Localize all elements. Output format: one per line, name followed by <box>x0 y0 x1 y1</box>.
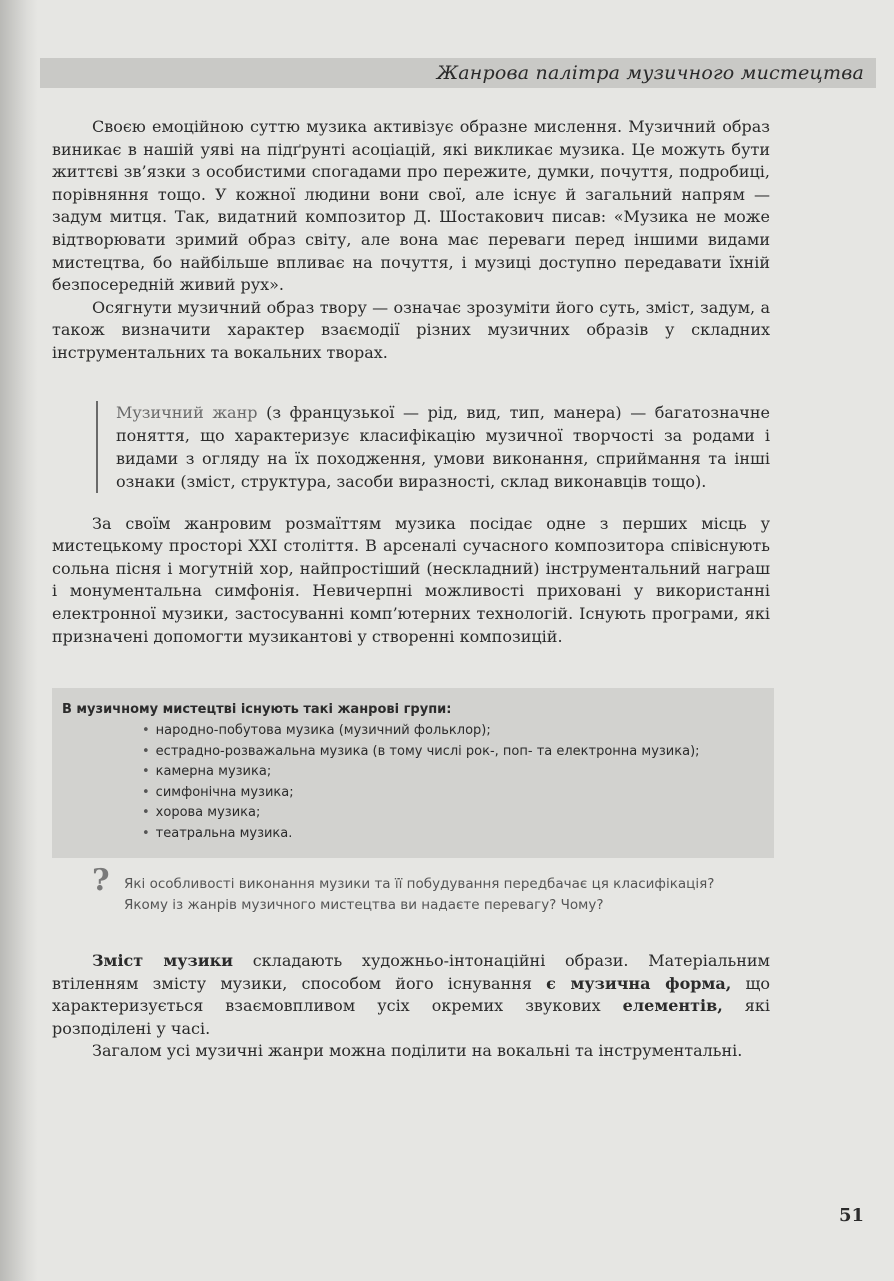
page-number: 51 <box>838 1205 864 1226</box>
question-1: Які особливості виконання музики та її побудування передбачає ця класифікація? <box>124 876 715 893</box>
genre-groups-box <box>52 688 774 858</box>
form-section <box>52 950 770 1063</box>
chapter-title: Жанрова палітра музичного мистецтва <box>436 62 864 84</box>
question-2: Якому із жанрів музичного мистецтва ви надаєте перевагу? Чому? <box>124 897 604 914</box>
bold-term-form: є музична форма, <box>546 973 732 993</box>
form-text-1: складають художньо-інтонаційні образи. Матеріальним втіленням змісту музики, способом його існування <box>52 951 771 993</box>
list-item: • театральна музика. <box>142 824 762 845</box>
list-item: • симфонічна музика; <box>142 783 762 804</box>
page-content <box>52 116 770 1063</box>
genres-paragraph: За своїм жанровим розмаїттям музика посідає одне з перших місць у мистецькому просторі XXI століття. В арсеналі сучасного композитора співіснують сольна пісня і могутній хор, найпростіший (нескладний) інструментальний награш і монументальна симфонія. Невичерпні можливості приховані у використанні електронної музики, застосуванні комп’ютерних технологій. Існують програми, які призначені допомогти музикантові у створенні композицій. <box>52 513 770 646</box>
form-paragraph-1 <box>52 950 770 1040</box>
bold-term-content: Зміст музики <box>92 951 233 971</box>
list-item: • естрадно-розважальна музика (в тому числі рок-, поп- та електронна музика); <box>142 742 762 763</box>
form-text-3: які розподілені у часі. <box>52 996 770 1038</box>
binding-shadow <box>0 0 38 1281</box>
genre-definition <box>96 401 770 493</box>
questions-block <box>52 863 770 916</box>
question-mark-icon: ? <box>92 863 110 899</box>
list-item: • камерна музика; <box>142 762 762 783</box>
intro-paragraph-1: Своєю емоційною суттю музика активізує образне мислення. Музичний образ виникає в нашій уяві на підґрунті асоціацій, які викликає музика. Це можуть бути життєві зв’язки з особистими спогадами про пережите, думки, почуття, подробиці, порівняння тощо. У кожної людини вони свої, але існує й загальний напрям — задум митця. Так, видатний композитор Д. Шостакович писав: «Музика не може відтворювати зримий образ світу, але вона має переваги перед іншими видами мистецтва, бо найбільше впливає на почуття, і музиці доступно передавати їхній безпосередній живий рух». <box>52 117 770 295</box>
genre-groups-list <box>62 721 762 844</box>
list-item: • хорова музика; <box>142 803 762 824</box>
form-paragraph-2: Загалом усі музичні жанри можна поділити на вокальні та інструментальні. <box>92 1041 743 1061</box>
definition-term: Музичний жанр <box>116 402 258 422</box>
list-item: • народно-побутова музика (музичний фольклор); <box>142 721 762 742</box>
genre-groups-heading: В музичному мистецтві існують такі жанрові групи: <box>62 702 452 718</box>
bold-term-elements: елементів, <box>622 996 723 1016</box>
form-text-2: що характеризується взаємовпливом усіх окремих звукових <box>52 973 771 1016</box>
intro-paragraph-2: Осягнути музичний образ твору — означає зрозуміти його суть, зміст, задум, а також визначити характер взаємодії різних музичних образів у складних інструментальних та вокальних творах. <box>52 297 770 362</box>
definition-text: (з французької — рід, вид, тип, манера) — багатозначне поняття, що характеризує класифікацію музичної творчості за родами і видами з огляду на їх походження, умови виконання, сприймання та інші ознаки (зміст, структура, засоби виразності, склад виконавців тощо). <box>116 402 770 491</box>
